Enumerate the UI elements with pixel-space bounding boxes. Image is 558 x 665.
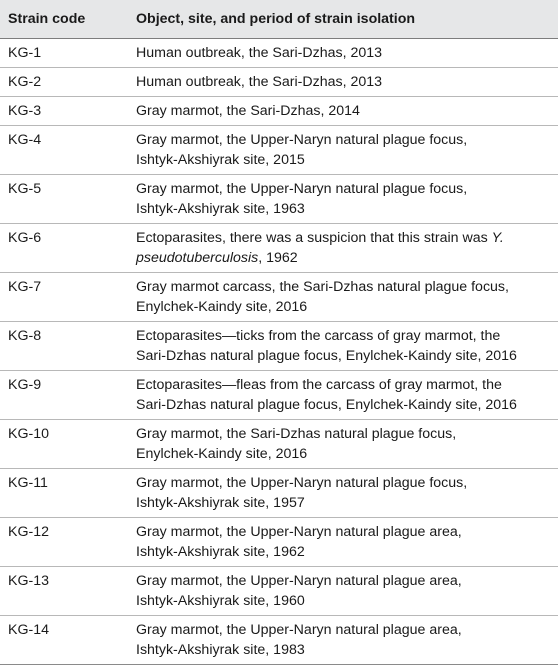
isolation-line: Human outbreak, the Sari-Dzhas, 2013 — [136, 74, 383, 90]
isolation-line: Gray marmot, the Upper-Naryn natural plague area, — [136, 622, 462, 638]
strain-code-cell: KG-11 — [0, 469, 136, 518]
isolation-cell — [136, 469, 558, 518]
table-row — [0, 97, 558, 126]
table-row — [0, 469, 558, 518]
strain-code-cell: KG-5 — [0, 175, 136, 224]
strain-code-cell: KG-13 — [0, 567, 136, 616]
isolation-line: Gray marmot, the Sari-Dzhas, 2014 — [136, 103, 360, 119]
table-row — [0, 371, 558, 420]
isolation-cell — [136, 371, 558, 420]
species-name-epithet: pseudotuberculosis — [136, 250, 259, 266]
table-header — [0, 0, 558, 39]
isolation-line: Ectoparasites—fleas from the carcass of gray marmot, the — [136, 377, 502, 393]
isolation-cell — [136, 273, 558, 322]
isolation-cell — [136, 616, 558, 665]
isolation-line: Gray marmot, the Upper-Naryn natural plague focus, — [136, 132, 468, 148]
isolation-line: Sari-Dzhas natural plague focus, Enylchek-Kaindy site, 2016 — [136, 397, 517, 413]
strain-code-cell: KG-10 — [0, 420, 136, 469]
table-row — [0, 224, 558, 273]
table-row — [0, 567, 558, 616]
header-isolation-details: Object, site, and period of strain isolation — [136, 0, 558, 39]
isolation-line: Gray marmot, the Upper-Naryn natural plague focus, — [136, 181, 468, 197]
strain-code-cell: KG-8 — [0, 322, 136, 371]
table-body — [0, 39, 558, 665]
isolation-line: Gray marmot, the Upper-Naryn natural plague focus, — [136, 475, 468, 491]
isolation-cell — [136, 224, 558, 273]
table-row — [0, 126, 558, 175]
isolation-line: Enylchek-Kaindy site, 2016 — [136, 299, 308, 315]
isolation-line: Sari-Dzhas natural plague focus, Enylchek-Kaindy site, 2016 — [136, 348, 517, 364]
isolation-line: Enylchek-Kaindy site, 2016 — [136, 446, 308, 462]
isolation-cell — [136, 175, 558, 224]
isolation-line: Gray marmot, the Upper-Naryn natural plague area, — [136, 573, 462, 589]
table-row — [0, 518, 558, 567]
strain-code-cell: KG-2 — [0, 68, 136, 97]
isolation-line: Ishtyk-Akshiyrak site, 1962 — [136, 544, 305, 560]
isolation-cell — [136, 518, 558, 567]
isolation-cell — [136, 322, 558, 371]
table-row — [0, 273, 558, 322]
isolation-cell — [136, 39, 558, 68]
strain-code-cell: KG-14 — [0, 616, 136, 665]
table-row — [0, 175, 558, 224]
table-row — [0, 68, 558, 97]
isolation-line: Gray marmot carcass, the Sari-Dzhas natural plague focus, — [136, 279, 509, 295]
isolation-cell — [136, 68, 558, 97]
strain-code-cell: KG-4 — [0, 126, 136, 175]
isolation-cell — [136, 97, 558, 126]
strain-code-cell: KG-9 — [0, 371, 136, 420]
table-row — [0, 39, 558, 68]
table-row — [0, 616, 558, 665]
header-row — [0, 0, 558, 39]
isolation-line: Ishtyk-Akshiyrak site, 2015 — [136, 152, 305, 168]
isolation-cell — [136, 126, 558, 175]
isolation-text: , 1962 — [258, 250, 298, 266]
isolation-line: Ishtyk-Akshiyrak site, 1963 — [136, 201, 305, 217]
table-row — [0, 420, 558, 469]
strain-code-cell: KG-1 — [0, 39, 136, 68]
strain-code-cell: KG-6 — [0, 224, 136, 273]
strain-code-cell: KG-7 — [0, 273, 136, 322]
isolation-line: Ishtyk-Akshiyrak site, 1960 — [136, 593, 305, 609]
table-row — [0, 322, 558, 371]
strain-code-cell: KG-12 — [0, 518, 136, 567]
isolation-line: Gray marmot, the Sari-Dzhas natural plague focus, — [136, 426, 457, 442]
isolation-cell — [136, 567, 558, 616]
isolation-line: Ectoparasites—ticks from the carcass of gray marmot, the — [136, 328, 501, 344]
species-name-genus: Y. — [491, 230, 504, 246]
strain-code-cell: KG-3 — [0, 97, 136, 126]
isolation-line: Ishtyk-Akshiyrak site, 1983 — [136, 642, 305, 658]
isolation-line: Human outbreak, the Sari-Dzhas, 2013 — [136, 45, 383, 61]
isolation-line: Gray marmot, the Upper-Naryn natural plague area, — [136, 524, 462, 540]
isolation-text: Ectoparasites, there was a suspicion that this strain was — [136, 230, 492, 246]
isolation-line: Ishtyk-Akshiyrak site, 1957 — [136, 495, 305, 511]
isolation-cell — [136, 420, 558, 469]
header-strain-code: Strain code — [0, 0, 136, 39]
